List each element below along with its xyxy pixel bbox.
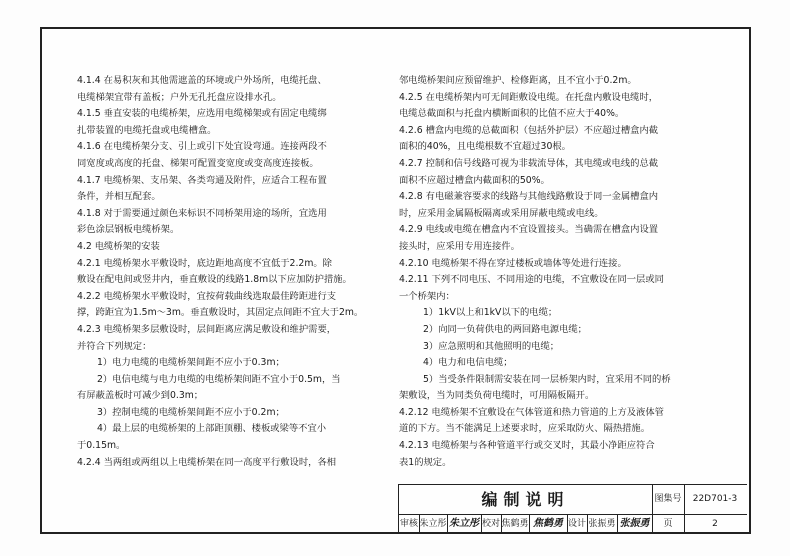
text-line: 4.2.8 有电磁兼容要求的线路与其他线路敷设于同一金属槽盒内 bbox=[399, 191, 659, 203]
text-line: 彩色涂层钢板电缆桥架。 bbox=[77, 224, 180, 236]
text-line: 4.2.4 当两组或两组以上电缆桥架在同一高度平行敷设时，各相 bbox=[77, 456, 337, 468]
designer-name: 张振勇 bbox=[587, 514, 618, 534]
text-line: 4.2.5 在电缆桥架内可无间距敷设电缆。在托盘内敷设电缆时， bbox=[399, 91, 659, 103]
text-line: 时，应采用金属隔板隔离或采用屏蔽电缆或电线。 bbox=[399, 207, 604, 219]
text-line: 4.2.10 电缆桥架不得在穿过楼板或墙体等处进行连接。 bbox=[399, 257, 627, 269]
text-line: 条件，并相互配套。 bbox=[77, 191, 161, 203]
text-line: 一个桥架内： bbox=[399, 290, 455, 302]
text-line: 4.2.7 控制和信号线路可视为非载流导体，其电缆或电线的总截 bbox=[399, 157, 659, 169]
text-line: 4.1.8 对于需要通过颜色来标识不同桥架用途的场所，宜选用 bbox=[77, 207, 327, 219]
checker-name: 焦鹤勇 bbox=[501, 514, 530, 534]
text-line: 道的下方。当不能满足上述要求时，应采取防火、隔热措施。 bbox=[399, 423, 651, 435]
text-line: 4.2.1 电缆桥架水平敷设时，底边距地高度不宜低于2.2m。除 bbox=[77, 257, 332, 269]
text-line: 4.2.13 电缆桥架与各种管道平行或交叉时，其最小净距应符合 bbox=[399, 440, 655, 452]
design-label: 设计 bbox=[567, 514, 588, 534]
drawing-sheet bbox=[40, 27, 751, 534]
page-title: 编制说明 bbox=[399, 485, 653, 514]
text-line: 面积不应超过槽盒内截面积的50%。 bbox=[399, 174, 550, 186]
text-line: 接头时，应采用专用连接件。 bbox=[399, 240, 520, 252]
check-label: 校对 bbox=[481, 514, 502, 534]
list-item: 1）电力电缆的电缆桥架间距不应小于0.3m； bbox=[97, 357, 285, 369]
list-item-continuation: 于0.15m。 bbox=[77, 440, 126, 452]
page-label: 页 bbox=[652, 514, 685, 534]
text-line: 4.2.9 电线或电缆在槽盒内不宜设置接头。当确需在槽盒内设置 bbox=[399, 224, 659, 236]
list-item: 3）控制电缆的电缆桥架间距不应小于0.2m； bbox=[97, 406, 285, 418]
atlas-number: 22D701-3 bbox=[692, 494, 738, 504]
checker-signature: 焦鹤勇 bbox=[529, 514, 568, 534]
title-block bbox=[398, 484, 747, 534]
text-line: 同宽度或高度的托盘、梯架可配置变宽度或变高度连接板。 bbox=[77, 157, 319, 169]
list-item-continuation: 有屏蔽盖板时可减少到0.3m； bbox=[77, 390, 204, 402]
reviewer-signature: 朱立彤 bbox=[447, 514, 482, 534]
text-line: 邻电缆桥架间应预留维护、检修距离，且不宜小于0.2m。 bbox=[399, 75, 637, 86]
text-line: 电缆梯架宜带有盖板；户外无孔托盘应设排水孔。 bbox=[77, 91, 282, 103]
text-line: 扎带装置的电缆托盘或电缆槽盒。 bbox=[77, 124, 217, 136]
text-line: 4.2.3 电缆桥架多层敷设时，层间距离应满足敷设和维护需要， bbox=[77, 323, 337, 335]
list-item: 4）电力和电信电缆； bbox=[423, 357, 513, 369]
review-label: 审核 bbox=[399, 514, 420, 534]
text-line: 4.2.12 电缆桥架不宜敷设在气体管道和热力管道的上方及液体管 bbox=[399, 406, 664, 418]
text-line: 架敷设，当为同类负荷电缆时，可用隔板隔开。 bbox=[399, 390, 595, 402]
list-item: 4）最上层的电缆桥架的上部距顶棚、楼板或梁等不宜小 bbox=[97, 423, 327, 435]
section-heading: 4.2 电缆桥架的安装 bbox=[77, 240, 160, 252]
text-line: 面积的40%，且电缆根数不宜超过30根。 bbox=[399, 141, 571, 153]
atlas-number-label: 图集号 bbox=[652, 485, 685, 514]
text-line: 4.2.2 电缆桥架水平敷设时，宜按荷载曲线选取最佳跨距进行支 bbox=[77, 290, 337, 302]
text-line: 敷设在配电间或竖井内，垂直敷设的线路1.8m以下应加防护措施。 bbox=[77, 274, 352, 286]
text-line: 撑，跨距宜为1.5m～3m。垂直敷设时，其固定点间距不宜大于2m。 bbox=[77, 307, 364, 319]
reviewer-name: 朱立彤 bbox=[419, 514, 448, 534]
text-line: 并符合下列规定： bbox=[77, 340, 152, 352]
list-item: 1）1kV以上和1kV以下的电缆； bbox=[423, 307, 558, 319]
text-line: 4.1.6 在电缆桥架分支、引上或引下处宜设弯通。连接两段不 bbox=[77, 141, 327, 153]
text-line: 4.1.7 电缆桥架、支吊架、各类弯通及附件，应适合工程布置 bbox=[77, 174, 327, 186]
text-line: 4.1.4 在易积灰和其他需遮盖的环境或户外场所，电缆托盘、 bbox=[77, 75, 327, 86]
text-line: 4.2.6 槽盒内电缆的总截面积（包括外护层）不应超过槽盒内截 bbox=[399, 124, 659, 136]
list-item: 2）向同一负荷供电的两回路电源电缆； bbox=[423, 323, 587, 335]
right-text-column bbox=[399, 73, 729, 471]
list-item: 2）电信电缆与电力电缆的电缆桥架间距不宜小于0.5m，当 bbox=[97, 373, 341, 385]
list-item: 5）当受条件限制需安装在同一层桥架内时，宜采用不同的桥 bbox=[423, 373, 671, 385]
text-line: 4.1.5 垂直安装的电缆桥架，应选用电缆梯架或有固定电缆绑 bbox=[77, 108, 327, 120]
text-line: 表1的规定。 bbox=[399, 456, 452, 468]
list-item: 3）应急照明和其他照明的电缆； bbox=[423, 340, 560, 352]
text-line: 4.2.11 下列不同电压、不同用途的电缆，不宜敷设在同一层或同 bbox=[399, 274, 664, 286]
designer-signature: 张振勇 bbox=[617, 514, 653, 534]
text-line: 电缆总截面积与托盘内横断面积的比值不应大于40%。 bbox=[399, 108, 625, 120]
page-number: 2 bbox=[712, 519, 718, 529]
left-text-column bbox=[77, 73, 387, 471]
